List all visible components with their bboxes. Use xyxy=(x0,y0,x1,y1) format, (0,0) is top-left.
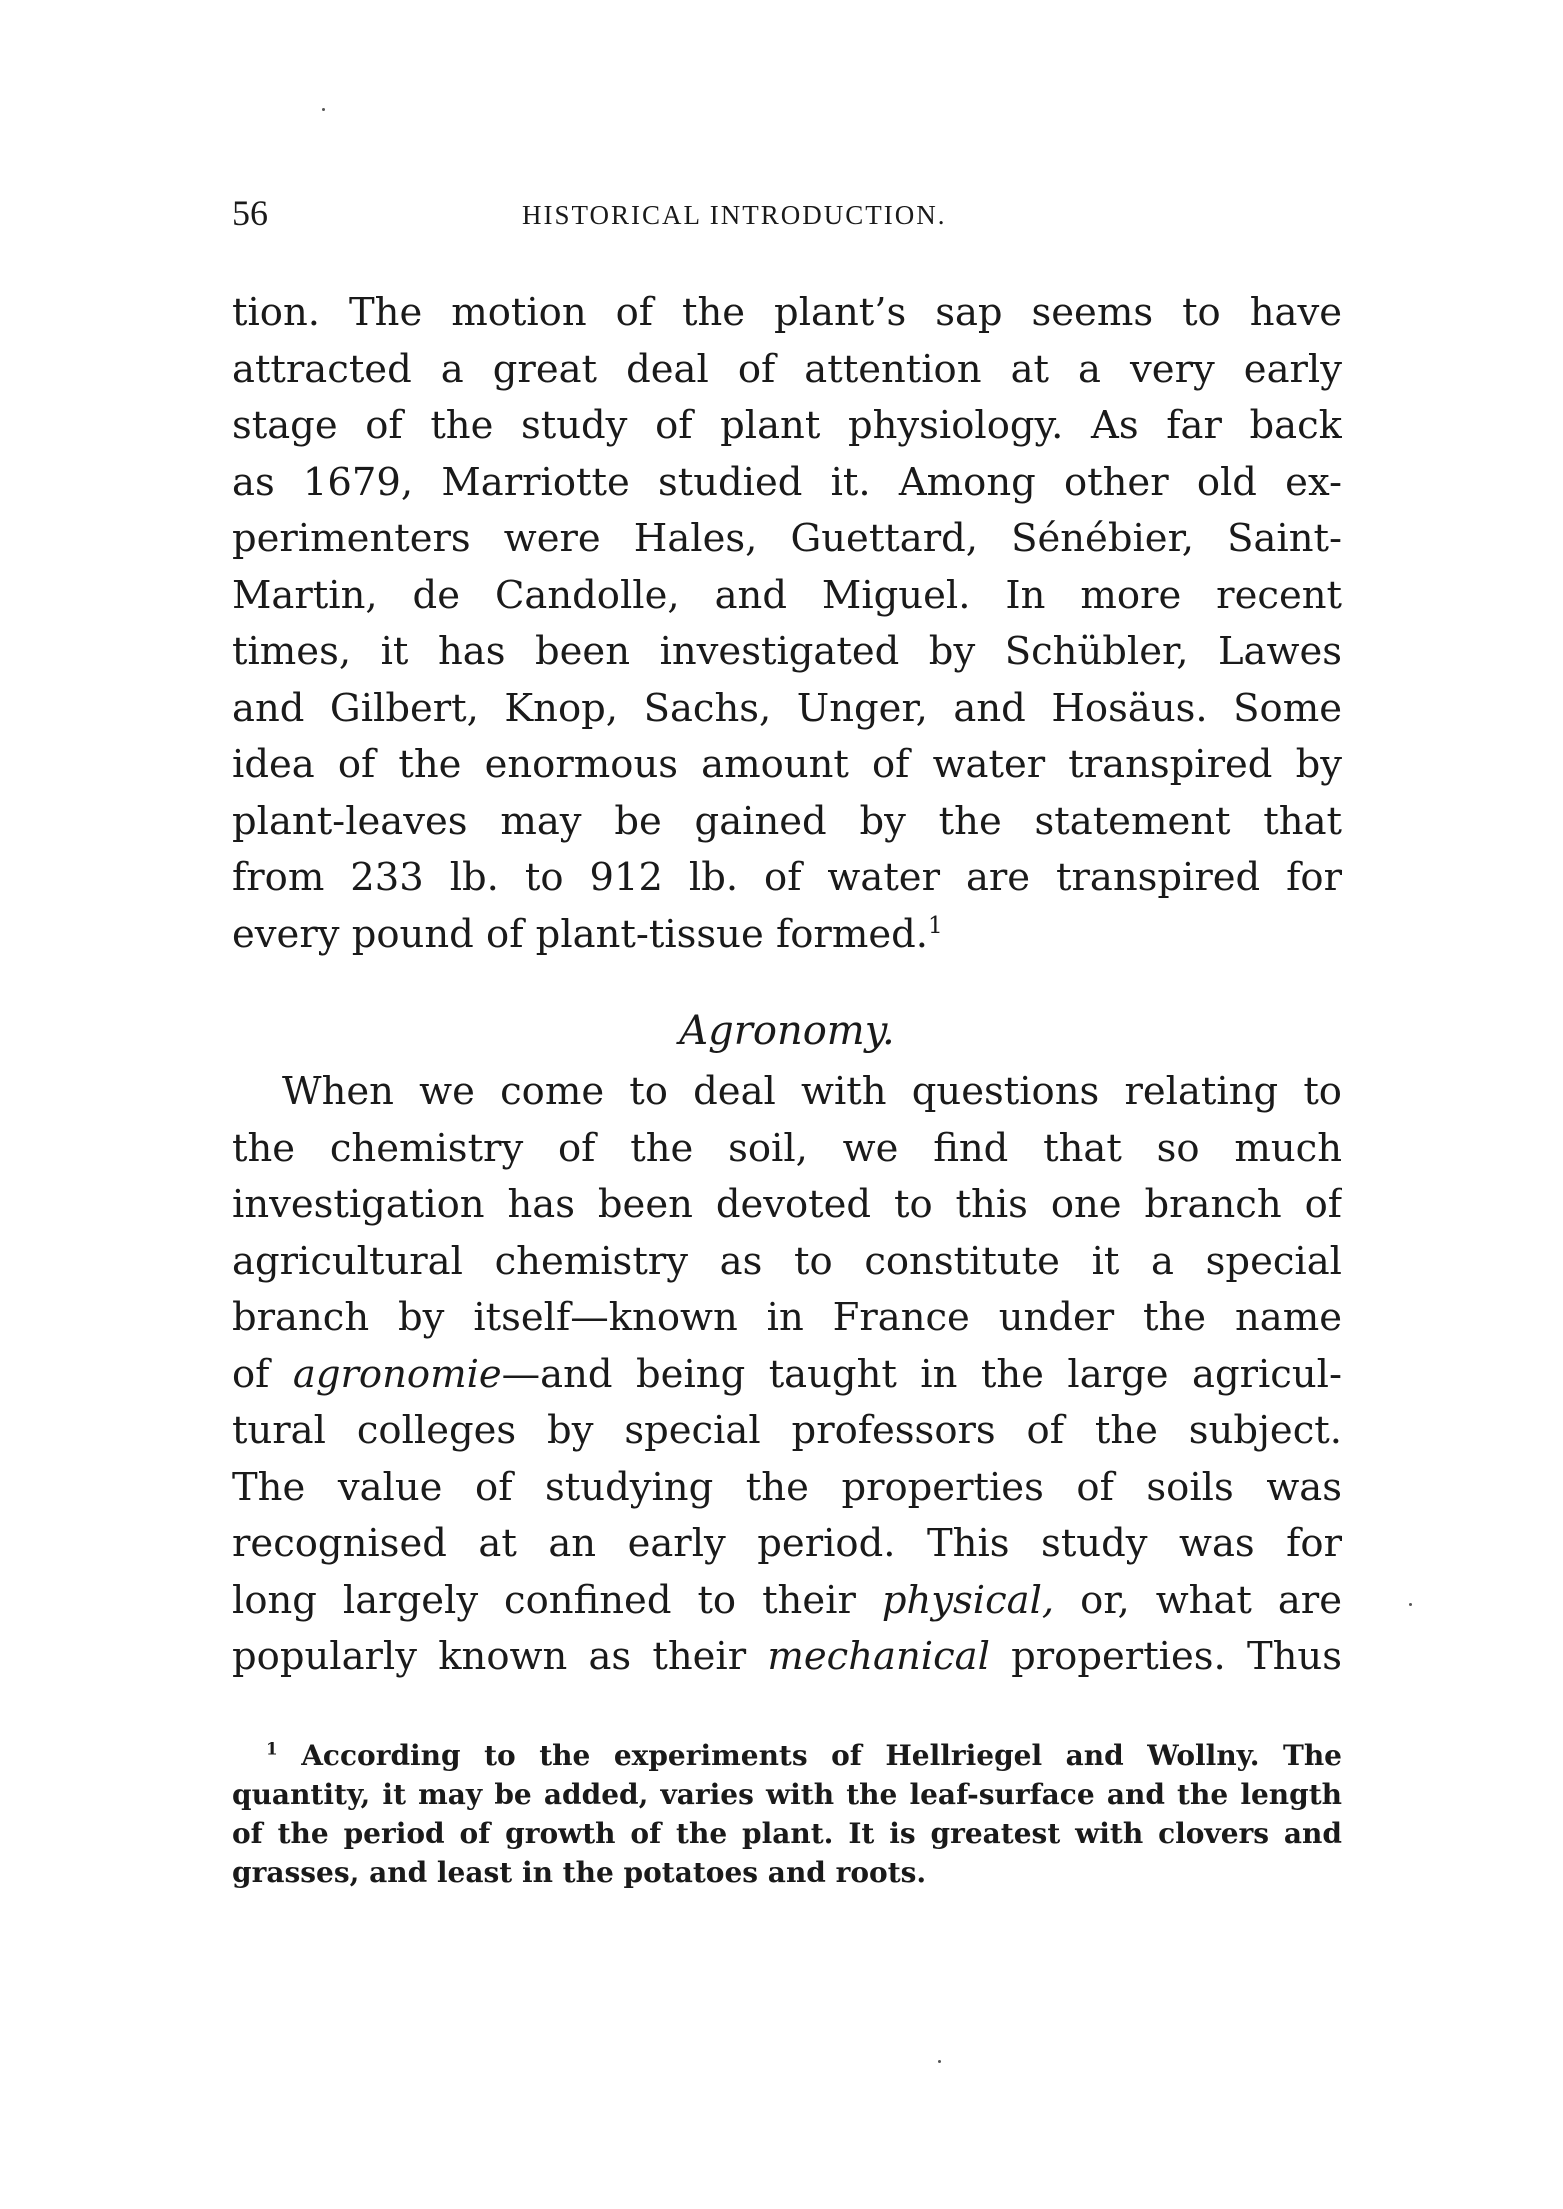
text-run: of xyxy=(232,1351,293,1397)
footnote-number: 1 xyxy=(266,1738,278,1759)
italic-term-agronomie: agronomie xyxy=(292,1351,502,1397)
text-line: The value of studying the properties of soils was xyxy=(232,1464,1342,1510)
text-line: Martin, de Candolle, and Miguel. In more recent xyxy=(232,572,1342,618)
italic-term-mechanical: mechanical xyxy=(767,1634,990,1679)
text-line xyxy=(232,907,1342,964)
section-heading: Agronomy. xyxy=(679,1008,895,1054)
text-line: as 1679, Marriotte studied it. Among other old ex- xyxy=(232,459,1342,505)
text-line: agricultural chemistry as to constitute it a special xyxy=(232,1238,1342,1284)
text-run: or, what are xyxy=(1054,1577,1342,1623)
footnote-line xyxy=(232,1736,1342,1775)
text-line: investigation has been devoted to this one branch of xyxy=(232,1182,1342,1227)
running-head: HISTORICAL INTRODUCTION. xyxy=(522,200,947,230)
print-speck xyxy=(938,2060,941,2063)
text-line: recognised at an early period. This study was for xyxy=(232,1521,1342,1566)
text-run: popularly known as their xyxy=(232,1634,768,1679)
text-line xyxy=(232,1347,1342,1404)
text-run: —and being taught in the large agricul- xyxy=(501,1351,1342,1397)
footnote-text: According to the experiments of Hellriegel and Wollny. The xyxy=(301,1739,1342,1772)
text-line: idea of the enormous amount of water transpired by xyxy=(232,742,1342,787)
text-line: times, it has been investigated by Schübler, Lawes xyxy=(232,629,1342,674)
text-line: stage of the study of plant physiology. As far back xyxy=(232,403,1342,448)
text-line xyxy=(232,1573,1342,1630)
text-line: tural colleges by special professors of the subject. xyxy=(232,1408,1342,1453)
text-line-content: every pound of plant-tissue formed. xyxy=(232,911,928,957)
text-line: and Gilbert, Knop, Sachs, Unger, and Hosäus. Some xyxy=(232,685,1342,731)
paragraph-transpiration xyxy=(232,285,1342,963)
paragraph-agronomy xyxy=(232,1064,1342,1686)
text-line: tion. The motion of the plant’s sap seems to have xyxy=(232,290,1342,335)
footnote-line: of the period of growth of the plant. It is greatest with clovers and xyxy=(232,1817,1342,1850)
footnote-marker: 1 xyxy=(928,912,943,939)
print-speck xyxy=(322,108,325,111)
text-line: the chemistry of the soil, we find that so much xyxy=(232,1125,1342,1171)
page-number: 56 xyxy=(232,193,268,233)
page-header xyxy=(232,192,1352,242)
text-line: When we come to deal with questions relating to xyxy=(282,1069,1342,1114)
footnote-line: quantity, it may be added, varies with the leaf-surface and the length xyxy=(232,1778,1342,1811)
footnote xyxy=(232,1736,1342,1892)
italic-term-physical: physical, xyxy=(881,1577,1055,1623)
text-run: long largely confined to their xyxy=(232,1577,882,1623)
text-line: branch by itself—known in France under the name xyxy=(232,1295,1342,1340)
text-line: attracted a great deal of attention at a very early xyxy=(232,346,1342,392)
footnote-line: grasses, and least in the potatoes and roots. xyxy=(232,1856,927,1889)
text-line xyxy=(232,1629,1342,1686)
text-line: perimenters were Hales, Guettard, Sénébier, Saint- xyxy=(232,516,1342,561)
text-line: from 233 lb. to 912 lb. of water are transpired for xyxy=(232,855,1342,900)
print-speck xyxy=(1409,1603,1412,1606)
text-run: properties. Thus xyxy=(989,1634,1342,1679)
text-line: plant-leaves may be gained by the statement that xyxy=(232,798,1342,844)
